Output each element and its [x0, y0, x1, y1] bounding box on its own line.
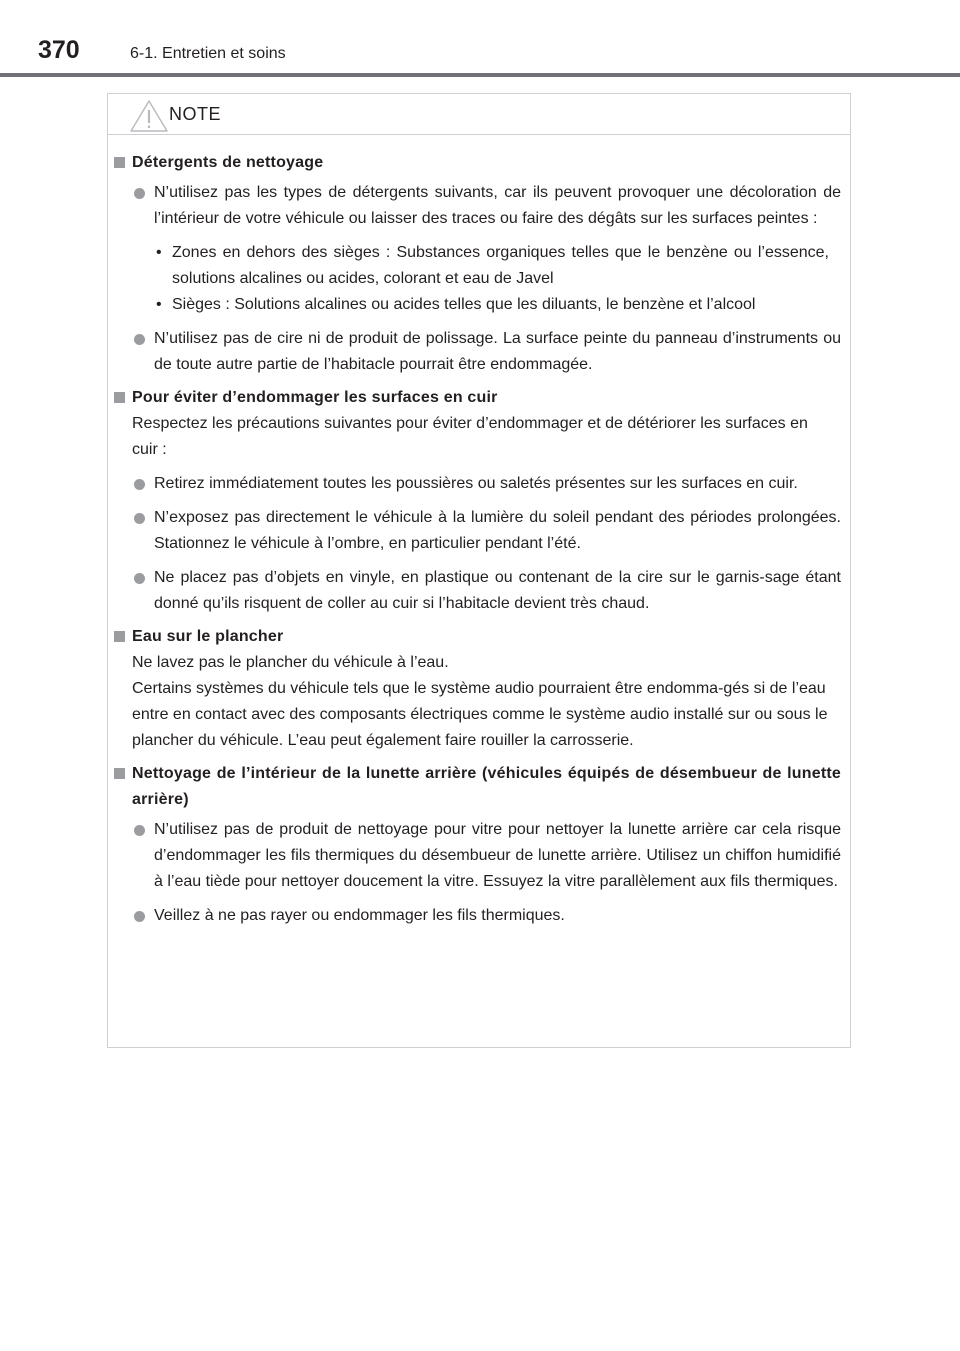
circle-bullet-icon: [134, 334, 145, 345]
circle-bullet-icon: [134, 479, 145, 490]
section-floor-water: [114, 624, 841, 754]
bullet-item: [114, 817, 841, 895]
warning-triangle-icon: [129, 99, 169, 133]
section-heading: [114, 761, 841, 813]
sub-bullet-item: [114, 292, 841, 318]
section-rear-window: [114, 761, 841, 929]
section-leather: [114, 385, 841, 617]
square-bullet-icon: [114, 392, 125, 403]
bullet-item: [114, 505, 841, 557]
sub-bullet-item: [114, 240, 841, 292]
bullet-item: [114, 565, 841, 617]
circle-bullet-icon: [134, 513, 145, 524]
note-body: [108, 135, 850, 929]
bullet-item: [114, 180, 841, 232]
bullet-item: [114, 903, 841, 929]
bullet-item: [114, 471, 841, 497]
heading-text: Pour éviter d’endommager les surfaces en cuir: [132, 389, 498, 406]
sub-bullet-text: Sièges : Solutions alcalines ou acides telles que les diluants, le benzène et l’alcool: [172, 296, 756, 313]
note-header: [108, 94, 850, 135]
paragraph: Respectez les précautions suivantes pour éviter d’endommager et de détériorer les surfaces en cuir :: [132, 415, 808, 458]
paragraph: Certains systèmes du véhicule tels que le système audio pourraient être endomma-gés si de l’eau entre en contact avec des composants électriques comme le système audio installé sur ou sous le plancher du véhicule. L’eau peut également faire rouiller la carrosserie.: [132, 680, 828, 749]
section-detergents: [114, 150, 841, 378]
sub-bullet-text: Zones en dehors des sièges : Substances organiques telles que le benzène ou l’essence, solutions alcalines ou acides, colorant et eau de Javel: [172, 244, 829, 287]
bullet-text: Retirez immédiatement toutes les poussières ou saletés présentes sur les surfaces en cuir.: [154, 475, 798, 492]
bullet-text: Veillez à ne pas rayer ou endommager les fils thermiques.: [154, 907, 565, 924]
circle-bullet-icon: [134, 573, 145, 584]
bullet-item: [114, 326, 841, 378]
dot-bullet-icon: •: [156, 244, 162, 261]
square-bullet-icon: [114, 768, 125, 779]
heading-text: Nettoyage de l’intérieur de la lunette arrière (véhicules équipés de désembueur de lunette arrière): [132, 765, 841, 808]
square-bullet-icon: [114, 631, 125, 642]
circle-bullet-icon: [134, 825, 145, 836]
note-label: NOTE: [169, 104, 222, 124]
bullet-text: N’utilisez pas les types de détergents suivants, car ils peuvent provoquer une décoloration de l’intérieur de votre véhicule ou laisser des traces ou faire des dégâts sur les surfaces peintes :: [154, 184, 841, 227]
bullet-text: N’exposez pas directement le véhicule à la lumière du soleil pendant des périodes prolongées. Stationnez le véhicule à l’ombre, en particulier pendant l’été.: [154, 509, 841, 552]
section-heading: [114, 385, 841, 411]
heading-text: Eau sur le plancher: [132, 628, 284, 645]
bullet-text: N’utilisez pas de produit de nettoyage pour vitre pour nettoyer la lunette arrière car cela risque d’endommager les fils thermiques du désembueur de lunette arrière. Utilisez un chiffon humidifié à l’eau tiède pour nettoyer doucement la vitre. Essuyez la vitre parallèlement aux fils thermiques.: [154, 821, 841, 890]
circle-bullet-icon: [134, 188, 145, 199]
square-bullet-icon: [114, 157, 125, 168]
bullet-text: N’utilisez pas de cire ni de produit de polissage. La surface peinte du panneau d’instruments ou de toute autre partie de l’habitacle pourrait être endommagée.: [154, 330, 841, 373]
section-title: 6-1. Entretien et soins: [130, 45, 286, 62]
note-box: [107, 93, 851, 1048]
header-rule: [0, 73, 960, 77]
page-number: 370: [38, 36, 80, 64]
paragraph: Ne lavez pas le plancher du véhicule à l’eau.: [132, 654, 449, 671]
section-heading: [114, 624, 841, 650]
dot-bullet-icon: •: [156, 296, 162, 313]
heading-text: Détergents de nettoyage: [132, 154, 324, 171]
circle-bullet-icon: [134, 911, 145, 922]
section-heading: [114, 150, 841, 176]
bullet-text: Ne placez pas d’objets en vinyle, en plastique ou contenant de la cire sur le garnis-sage étant donné qu’ils risquent de coller au cuir si l’habitacle devient très chaud.: [154, 569, 841, 612]
